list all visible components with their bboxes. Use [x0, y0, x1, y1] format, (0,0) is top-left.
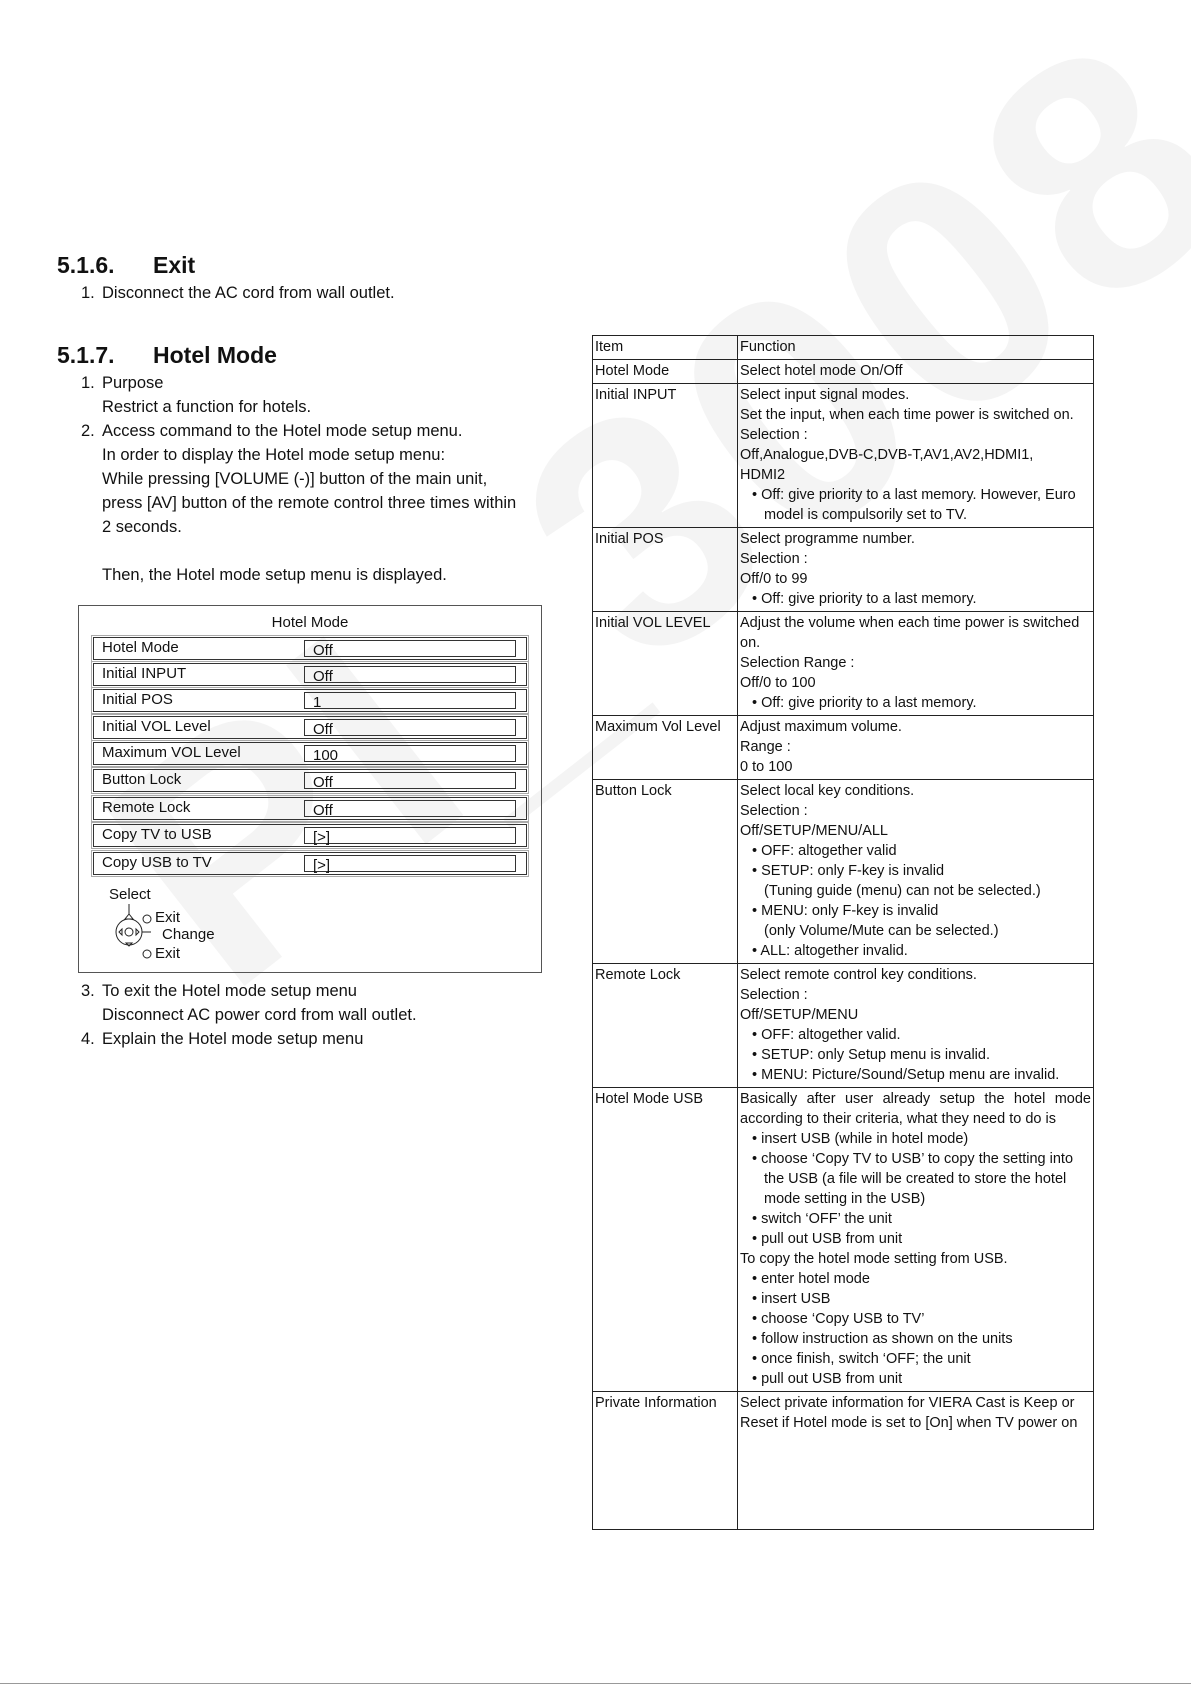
- table-item-name: Hotel Mode: [593, 360, 738, 384]
- section-exit-heading: [57, 252, 195, 279]
- table-text-line: Selection :: [740, 803, 808, 819]
- table-text-line: Off/0 to 100: [740, 675, 816, 691]
- table-text-line: Off/0 to 99: [740, 571, 808, 587]
- section-exit-step: 1. Disconnect the AC cord from wall outlet.: [81, 284, 395, 302]
- table-text-line: Reset if Hotel mode is set to [On] when TV power on: [740, 1415, 1078, 1431]
- table-function-cell: [738, 716, 1094, 780]
- table-text-line: Selection :: [740, 427, 808, 443]
- table-bullet-line: • pull out USB from unit: [740, 1229, 1091, 1249]
- table-item-name: Button Lock: [593, 780, 738, 964]
- table-bullet-line: • OFF: altogether valid.: [740, 1025, 1091, 1045]
- table-text-line: Off/SETUP/MENU/ALL: [740, 823, 888, 839]
- table-text-line: Selection :: [740, 987, 808, 1003]
- menu-row-initial-vol[interactable]: Initial VOL Level Off: [93, 716, 527, 739]
- table-text-line: Select private information for VIERA Cast is Keep or: [740, 1395, 1075, 1411]
- table-text-line: Adjust maximum volume.: [740, 719, 902, 735]
- table-header-item: Item: [593, 336, 738, 360]
- menu-row-remote-lock[interactable]: Remote Lock Off: [93, 797, 527, 820]
- table-text-line: (only Volume/Mute can be selected.): [764, 923, 999, 939]
- table-text-line: Selection Range :: [740, 655, 855, 671]
- table-text-line: Select remote control key conditions.: [740, 967, 977, 983]
- table-bullet-line: • OFF: altogether valid: [740, 841, 1091, 861]
- table-item-name: Maximum Vol Level: [593, 716, 738, 780]
- section-hotel-heading: [57, 342, 277, 369]
- table-bullet-line: • once finish, switch ‘OFF; the unit: [740, 1349, 1091, 1369]
- legend-exit-bottom: Exit: [155, 945, 181, 962]
- hotel-step-3: 3. To exit the Hotel mode setup menu Disconnect AC power cord from wall outlet.: [81, 982, 417, 1024]
- table-bullet-line: • MENU: Picture/Sound/Setup menu are invalid.: [740, 1065, 1091, 1085]
- table-text-line: model is compulsorily set to TV.: [764, 507, 968, 523]
- table-bullet-line: • Off: give priority to a last memory.: [740, 589, 1091, 609]
- table-function-cell: [738, 1392, 1094, 1530]
- table-item-name: Initial VOL LEVEL: [593, 612, 738, 716]
- table-text-line: Selection :: [740, 551, 808, 567]
- table-bullet-line: • SETUP: only Setup menu is invalid.: [740, 1045, 1091, 1065]
- table-row: [593, 360, 1094, 384]
- table-row: [593, 528, 1094, 612]
- hotel-step-1: 1. Purpose Restrict a function for hotels.: [81, 374, 312, 416]
- hotel-step-2: 2. Access command to the Hotel mode setup menu. In order to display the Hotel mode setup menu: While pressing [VOLUME (-)] button of the main unit, press [AV] button of the remote control three times within 2 seconds. Then, the Hotel mode setup menu is displayed.: [81, 422, 517, 584]
- table-row: [593, 1088, 1094, 1392]
- table-text-line: Range :: [740, 739, 791, 755]
- table-text-line: Select programme number.: [740, 531, 915, 547]
- table-text-line: 0 to 100: [740, 759, 793, 775]
- table-bullet-line: • choose ‘Copy USB to TV’: [740, 1309, 1091, 1329]
- table-bullet-line: • ALL: altogether invalid.: [740, 941, 1091, 961]
- table-text-line: Select hotel mode On/Off: [740, 363, 903, 379]
- table-bullet-line: • enter hotel mode: [740, 1269, 1091, 1289]
- legend-select: Select: [109, 886, 151, 903]
- table-function-cell: [738, 780, 1094, 964]
- table-row: [593, 716, 1094, 780]
- table-item-name: Private Information: [593, 1392, 738, 1530]
- table-text-line: (Tuning guide (menu) can not be selected.): [764, 883, 1041, 899]
- table-bullet-line: • follow instruction as shown on the units: [740, 1329, 1091, 1349]
- table-bullet-line: • choose ‘Copy TV to USB’ to copy the setting into: [740, 1149, 1091, 1169]
- table-text-line: Adjust the volume when each time power is switched: [740, 615, 1080, 631]
- table-text-line: Select input signal modes.: [740, 387, 910, 403]
- legend-exit-top: Exit: [155, 909, 181, 926]
- table-text-line: Basically after user already setup the hotel mode according to their criteria, what they need to do is: [740, 1091, 1091, 1127]
- table-function-cell: [738, 384, 1094, 528]
- table-bullet-line: • Off: give priority to a last memory.: [740, 693, 1091, 713]
- table-text-line: on.: [740, 635, 761, 651]
- table-text-line: Off/SETUP/MENU: [740, 1007, 859, 1023]
- table-bullet-line: • pull out USB from unit: [740, 1369, 1091, 1389]
- table-bullet-line: • insert USB (while in hotel mode): [740, 1129, 1091, 1149]
- section-hotel-title: Hotel Mode: [153, 342, 277, 368]
- table-text-line: Select local key conditions.: [740, 783, 915, 799]
- table-function-cell: [738, 964, 1094, 1088]
- table-function-cell: [738, 1088, 1094, 1392]
- table-text-line: Off,Analogue,DVB-C,DVB-T,AV1,AV2,HDMI1,: [740, 447, 1034, 463]
- table-header-function: Function: [738, 336, 1094, 360]
- table-function-cell: [738, 612, 1094, 716]
- table-row: [593, 780, 1094, 964]
- table-header-row: [593, 336, 1094, 360]
- section-exit-number: 5.1.6.: [57, 252, 115, 278]
- menu-row-copy-tv-to-usb[interactable]: Copy TV to USB [>]: [93, 824, 527, 847]
- table-item-name: Initial POS: [593, 528, 738, 612]
- table-bullet-line: • switch ‘OFF’ the unit: [740, 1209, 1091, 1229]
- menu-row-initial-input[interactable]: Initial INPUT Off: [93, 663, 527, 686]
- page-bottom-rule: [0, 1683, 1191, 1684]
- menu-row-button-lock[interactable]: Button Lock Off: [93, 769, 527, 792]
- menu-row-initial-pos[interactable]: Initial POS 1: [93, 689, 527, 712]
- menu-title: Hotel Mode: [271, 614, 349, 631]
- menu-row-hotel-mode[interactable]: Hotel Mode Off: [93, 637, 527, 660]
- table-bullet-line: • Off: give priority to a last memory. However, Euro: [740, 485, 1091, 505]
- table-row: [593, 1392, 1094, 1530]
- table-row: [593, 964, 1094, 1088]
- table-function-cell: [738, 360, 1094, 384]
- table-item-name: Initial INPUT: [593, 384, 738, 528]
- table-row: [593, 612, 1094, 716]
- menu-row-copy-usb-to-tv[interactable]: Copy USB to TV [>]: [93, 852, 527, 875]
- table-item-name: Remote Lock: [593, 964, 738, 1088]
- table-text-line: mode setting in the USB): [764, 1191, 926, 1207]
- table-function-cell: [738, 528, 1094, 612]
- table-text-line: To copy the hotel mode setting from USB.: [740, 1251, 1008, 1267]
- menu-row-maximum-vol[interactable]: Maximum VOL Level 100: [93, 742, 527, 765]
- remote-cursor-pad-icon: [111, 902, 153, 964]
- table-bullet-line: • SETUP: only F-key is invalid: [740, 861, 1091, 881]
- table-bullet-line: • insert USB: [740, 1289, 1091, 1309]
- hotel-step-4: 4. Explain the Hotel mode setup menu: [81, 1030, 364, 1048]
- section-exit-title: Exit: [153, 252, 196, 278]
- table-text-line: Set the input, when each time power is switched on.: [740, 407, 1074, 423]
- hotel-mode-function-table: [592, 335, 1094, 1530]
- table-text-line: HDMI2: [740, 467, 786, 483]
- table-row: [593, 384, 1094, 528]
- section-hotel-number: 5.1.7.: [57, 342, 115, 368]
- table-bullet-line: • MENU: only F-key is invalid: [740, 901, 1091, 921]
- table-text-line: the USB (a file will be created to store the hotel: [764, 1171, 1067, 1187]
- legend-change: Change: [162, 926, 215, 943]
- hotel-mode-menu: [78, 605, 542, 973]
- table-item-name: Hotel Mode USB: [593, 1088, 738, 1392]
